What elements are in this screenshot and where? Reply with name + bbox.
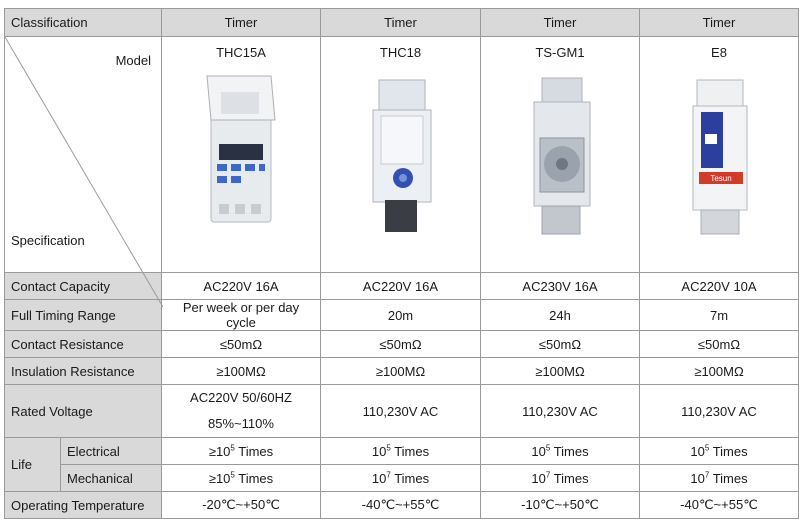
cell-value: ≥100MΩ (162, 358, 321, 385)
cell-value: -20℃~+50℃ (162, 492, 321, 519)
spec-table (4, 8, 799, 519)
cell-value: 20m (321, 300, 481, 331)
voltage-line-2: 85%~110% (208, 416, 274, 431)
diagonal-header-cell (5, 37, 162, 273)
diagonal-divider (5, 37, 163, 337)
product-cell-e8 (640, 37, 799, 273)
thc18-timer-image (361, 72, 441, 237)
product-cell-ts-gm1 (481, 37, 640, 273)
cell-value: AC230V 16A (481, 273, 640, 300)
cell-value: $10^7$ Times (640, 465, 799, 492)
cell-value: AC220V 10A (640, 273, 799, 300)
row-life-electrical (5, 438, 799, 465)
column-header-3: Timer (481, 9, 640, 37)
row-insulation-resistance (5, 358, 799, 385)
cell-value: ≤50mΩ (481, 331, 640, 358)
model-name: THC18 (379, 45, 422, 60)
cell-value: $10^5$ Times (640, 438, 799, 465)
row-operating-temperature (5, 492, 799, 519)
sub-row-label: Mechanical (61, 465, 162, 492)
model-name: THC15A (216, 45, 266, 60)
cell-value: ≥100MΩ (481, 358, 640, 385)
cell-value: 110,230V AC (481, 385, 640, 438)
cell-value: ≤50mΩ (162, 331, 321, 358)
e8-brand-label: Tesun (710, 174, 732, 183)
image-row (5, 37, 799, 273)
cell-value: AC220V 16A (321, 273, 481, 300)
header-row (5, 9, 799, 37)
cell-value: -40℃~+55℃ (321, 492, 481, 519)
column-header-4: Timer (640, 9, 799, 37)
row-label: Full Timing Range (5, 300, 162, 331)
product-cell-thc15a (162, 37, 321, 273)
row-label: Insulation Resistance (5, 358, 162, 385)
model-name: TS-GM1 (535, 45, 585, 60)
cell-value: $\ge 10^5$ Times (162, 465, 321, 492)
model-name: E8 (711, 45, 727, 60)
cell-value: -40℃~+55℃ (640, 492, 799, 519)
row-label: Contact Capacity (5, 273, 162, 300)
cell-value: $10^5$ Times (321, 438, 481, 465)
cell-value: ≤50mΩ (640, 331, 799, 358)
classification-header: Classification (5, 9, 162, 37)
ts-gm1-timer-image (520, 72, 600, 237)
cell-value: Per week or per day cycle (162, 300, 321, 331)
column-header-1: Timer (162, 9, 321, 37)
sub-row-label: Electrical (61, 438, 162, 465)
row-label: Rated Voltage (5, 385, 162, 438)
cell-value: 110,230V AC (640, 385, 799, 438)
product-cell-thc18 (321, 37, 481, 273)
row-label: Operating Temperature (5, 492, 162, 519)
cell-value: AC220V 16A (162, 273, 321, 300)
cell-value: $10^5$ Times (481, 438, 640, 465)
thc15a-timer-image (201, 72, 281, 232)
row-rated-voltage (5, 385, 799, 438)
cell-value: 7m (640, 300, 799, 331)
cell-value: ≥100MΩ (321, 358, 481, 385)
cell-value: -10℃~+50℃ (481, 492, 640, 519)
row-label: Contact Resistance (5, 331, 162, 358)
cell-value: 24h (481, 300, 640, 331)
specification-label: Specification (11, 233, 85, 248)
e8-timer-image (679, 72, 759, 237)
cell-value-multiline (162, 385, 321, 438)
cell-value: $10^7$ Times (321, 465, 481, 492)
cell-value: ≤50mΩ (321, 331, 481, 358)
life-label: Life (5, 438, 61, 492)
column-header-2: Timer (321, 9, 481, 37)
cell-value: $\ge 10^5$ Times (162, 438, 321, 465)
model-label: Model (115, 53, 151, 68)
cell-value: 110,230V AC (321, 385, 481, 438)
voltage-line-1: AC220V 50/60HZ (190, 390, 292, 405)
cell-value: ≥100MΩ (640, 358, 799, 385)
cell-value: $10^7$ Times (481, 465, 640, 492)
row-life-mechanical (5, 465, 799, 492)
